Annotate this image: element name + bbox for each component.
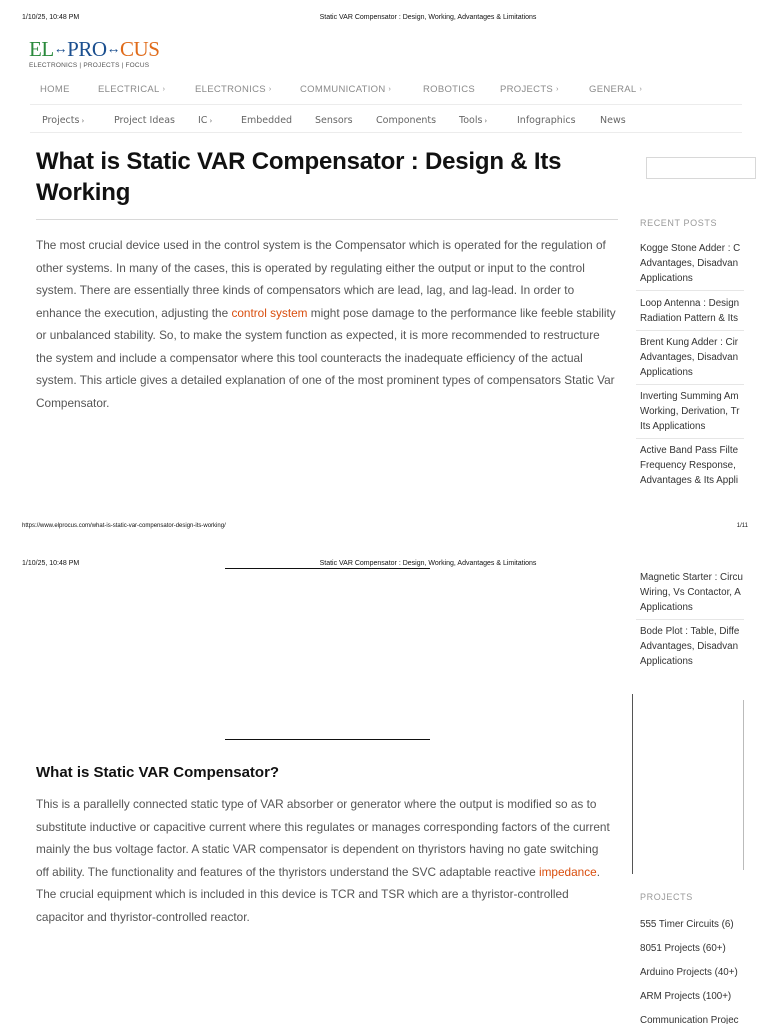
subnav-item-infographics[interactable] [517,115,576,126]
site-logo[interactable] [29,38,159,69]
recent-post-line: Advantages, Disadvan [640,641,739,652]
nav-divider [30,132,742,133]
subnav-item-label: Embedded [241,115,293,126]
recent-post-line: Inverting Summing Am [640,391,739,402]
recent-post-item[interactable] [640,296,744,326]
article-title: What is Static VAR Compensator : Design & Its Working [36,148,562,206]
chevron-right-icon: › [162,86,166,93]
impedance-link[interactable]: impedance [538,864,597,879]
subnav-item-tools[interactable] [459,115,487,126]
subnav-item-project-ideas[interactable] [114,115,175,126]
nav-item-label: HOME [40,84,70,95]
title-divider [36,219,618,220]
recent-post-line: Bode Plot : Table, Diffe [640,626,740,637]
control-system-link[interactable]: control system [231,305,308,320]
project-category-link[interactable]: 8051 Projects (60+) [640,943,726,954]
subnav-item-embedded[interactable] [241,115,292,126]
print-page-number: 1/11 [736,523,748,529]
project-category-link[interactable]: ARM Projects (100+) [640,991,732,1002]
logo-arrow-icon: ↔ [106,42,121,57]
recent-post-line: Kogge Stone Adder : C [640,243,741,254]
print-timestamp: 1/10/25, 10:48 PM [22,560,80,567]
section-heading: What is Static VAR Compensator? [36,764,280,781]
recent-post-line: Advantages, Disadvan [640,352,739,363]
recent-post-line: Wiring, Vs Contactor, A [640,587,741,598]
sidebar-search-input[interactable] [646,157,756,179]
recent-post-line: Its Applications [640,421,706,432]
nav-item-label: ELECTRICAL [98,84,160,95]
recent-post-line: Advantages, Disadvan [640,258,739,269]
project-category-link[interactable]: Communication Projec [640,1015,739,1024]
nav-item-label: GENERAL [589,84,637,95]
project-category-link[interactable]: 555 Timer Circuits (6) [640,919,734,930]
chevron-right-icon: › [388,86,392,93]
recent-post-line: Working, Derivation, Tr [640,406,740,417]
recent-post-item[interactable] [640,389,744,434]
recent-post-line: Loop Antenna : Design [640,298,740,309]
chevron-right-icon: › [556,86,559,93]
chevron-right-icon: › [484,117,488,125]
recent-post-line: Applications [640,367,693,378]
article-intro-paragraph [36,234,618,414]
intro-text-end: might pose damage to the performance like feeble stability or unbalanced stability. So, to make the system function as expected, it is more recommended to restructure the system and include a compensator where this tool counteracts the inadequate efficiency of the actual system. This article gives a detailed explanation of one of the most prominent types of compensators Static Var Compensator. [36,305,616,410]
sidebar-divider [636,384,744,385]
section-text-end: . The crucial equipment which is included in this device is TCR and TSR which are a thyristor-controlled capacitor and thyristor-controlled reactor. [36,864,600,924]
nav-item-electrical[interactable] [98,84,165,95]
recent-post-line: Radiation Pattern & Its [640,313,739,324]
logo-tagline: ELECTRONICS | PROJECTS | FOCUS [29,62,150,69]
nav-item-electronics[interactable] [195,84,272,95]
print-timestamp: 1/10/25, 10:48 PM [22,14,80,21]
sidebar-ad-frame [743,700,744,870]
intro-text-start: The most crucial device used in the control system is the Compensator which is operated for the regulation of other systems. In many of the cases, this is operated by regulating either the output or input to the control system. There are essentially three kinds of compensators which are lead, lag, and lag-lead. In order to enhance the execution, adjusting the [36,238,606,320]
nav-item-general[interactable] [589,84,642,95]
subnav-item-label: Infographics [517,115,576,126]
recent-post-line: Applications [640,273,693,284]
recent-post-line: Frequency Response, [640,460,736,471]
logo-arrow-icon: ↔ [53,42,68,57]
chevron-right-icon: › [209,117,213,125]
subnav-item-label: News [600,115,626,126]
logo-part-el: EL [29,37,54,61]
nav-item-label: ROBOTICS [423,84,476,95]
recent-post-item[interactable] [640,624,744,669]
nav-divider [30,104,742,105]
logo-part-pro: PRO [67,37,107,61]
chevron-right-icon: › [639,86,643,93]
recent-post-line: Advantages & Its Appli [640,475,739,486]
nav-item-label: ELECTRONICS [195,84,266,95]
subnav-item-ic[interactable] [198,115,212,126]
ad-border-top [225,568,430,569]
subnav-item-label: IC [198,115,208,126]
secondary-nav [0,115,768,129]
subnav-item-projects[interactable] [42,115,84,126]
print-document-title: Static VAR Compensator : Design, Working, Advantages & Limitations [319,14,537,21]
sidebar-divider [636,438,744,439]
section-paragraph [36,793,611,928]
subnav-item-label: Tools [459,115,483,126]
print-document-title: Static VAR Compensator : Design, Working, Advantages & Limitations [319,560,537,567]
projects-heading: PROJECTS [640,892,693,902]
recent-posts-heading: RECENT POSTS [640,218,718,228]
nav-item-communication[interactable] [300,84,391,95]
recent-post-line: Applications [640,602,693,613]
nav-item-projects[interactable] [500,84,559,95]
recent-post-line: Brent Kung Adder : Cir [640,337,739,348]
subnav-item-news[interactable] [600,115,626,126]
project-category-link[interactable]: Arduino Projects (40+) [640,967,738,978]
logo-part-cus: CUS [120,37,160,61]
print-header [0,10,768,24]
subnav-item-label: Project Ideas [114,115,175,126]
nav-item-label: COMMUNICATION [300,84,386,95]
subnav-item-sensors[interactable] [315,115,353,126]
subnav-item-label: Projects [42,115,80,126]
nav-item-home[interactable] [40,84,70,95]
ad-border-bottom [225,739,430,740]
subnav-item-label: Components [376,115,437,126]
recent-post-item[interactable] [640,335,744,380]
recent-post-line: Magnetic Starter : Circu [640,572,743,583]
recent-post-line: Active Band Pass Filte [640,445,739,456]
sidebar-divider [636,619,744,620]
section-text-start: This is a parallelly connected static type of VAR absorber or generator where the output is modified so as to substitute inductive or capacitive current where this regulates or manages corresponding factors of the current mainly the bus voltage factor. A static VAR compensator is dependent on thyristors having no gate switching off ability. The functionality and features of the thyristors understand the SVC adaptable reactive [36,797,610,879]
primary-nav [0,84,768,98]
sidebar-ad-frame [632,694,633,874]
chevron-right-icon: › [81,117,85,125]
nav-item-label: PROJECTS [500,84,554,95]
nav-item-robotics[interactable] [423,84,475,95]
recent-post-line: Applications [640,656,693,667]
subnav-item-components[interactable] [376,115,436,126]
subnav-item-label: Sensors [315,115,353,126]
recent-post-item[interactable] [640,241,744,286]
logo-wordmark [29,38,159,61]
sidebar-divider [636,330,744,331]
sidebar-divider [636,290,744,291]
recent-post-item[interactable] [640,570,744,615]
recent-post-item[interactable] [640,443,744,488]
print-url: https://www.elprocus.com/what-is-static-var-compensator-design-its-working/ [22,523,226,529]
chevron-right-icon: › [268,86,272,93]
